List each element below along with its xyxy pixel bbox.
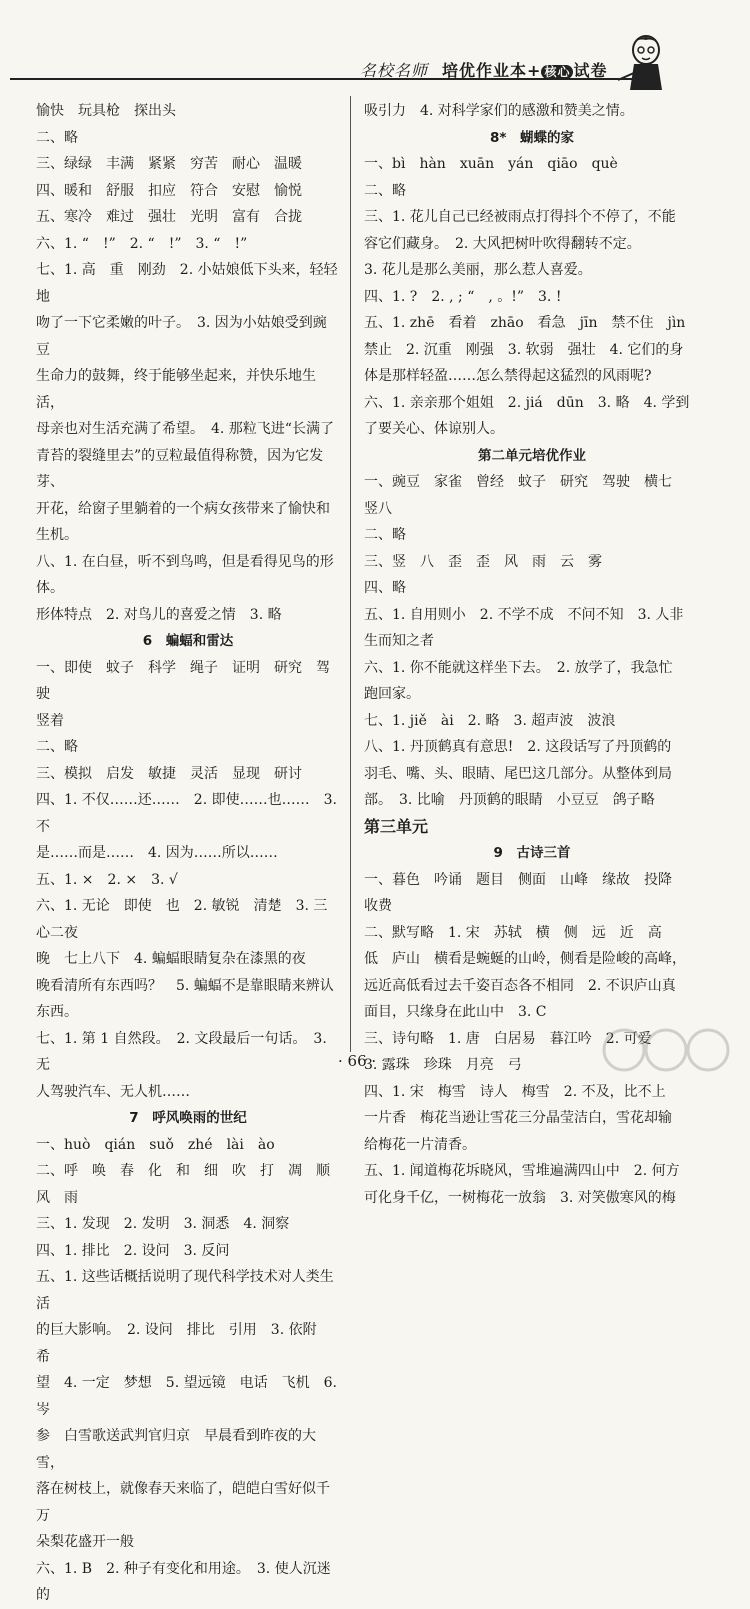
answer-line: 七、1. 高 重 刚劲 2. 小姑娘低下头来，轻轻地	[36, 262, 338, 305]
answer-line: 八、1. 在白昼，听不到鸟鸣，但是看得见鸟的形体。	[36, 553, 334, 596]
answer-line: 五、1. zhē 看着 zhāo 看急 jīn 禁不住 jìn	[364, 315, 686, 331]
answer-line: 四、暖和 舒服 扣应 符合 安慰 愉悦	[36, 182, 302, 199]
answer-line: 三、诗句略 1. 唐 白居易 暮江吟 2. 可爱	[364, 1030, 652, 1047]
answer-line: 吻了一下它柔嫩的叶子。 3. 因为小姑娘受到豌豆	[36, 315, 327, 358]
answer-line: 望 4. 一定 梦想 5. 望远镜 电话 飞机 6. 岑	[36, 1375, 342, 1418]
answer-line: 羽毛、嘴、头、眼睛、尾巴这几部分。从整体到局	[364, 765, 672, 782]
answer-line: 六、1. 无论 即使 也 2. 敏锐 清楚 3. 三心二夜	[36, 898, 328, 941]
answer-line: 形体特点 2. 对鸟儿的喜爱之情 3. 略	[36, 606, 282, 623]
unit-title: 第三单元	[364, 816, 429, 836]
answer-line: 二、呼 唤 春 化 和 细 吹 打 凋 顺	[36, 1163, 330, 1179]
answer-line: 晚看清所有东西吗？ 5. 蝙蝠不是靠眼睛来辨认	[36, 977, 334, 994]
answer-line: 五、1. 这些话概括说明了现代科学技术对人类生活	[36, 1269, 334, 1312]
answer-line: 参 白雪歌送武判官归京 早晨看到昨夜的大雪，	[36, 1428, 316, 1471]
page-header	[0, 0, 750, 100]
answer-line: 了要关心、体谅别人。	[364, 421, 504, 437]
answer-line: 一、即使 蚊子 科学 绳子 证明 研究 驾驶	[36, 659, 330, 702]
lesson-title: 6 蝙蝠和雷达	[142, 633, 234, 649]
answer-line: 人驾驶汽车、无人机……	[36, 1083, 190, 1100]
answer-line: 开花，给窗子里躺着的一个病女孩带来了愉快和	[36, 500, 330, 517]
answer-line: 部。 3. 比喻 丹顶鹤的眼睛 小豆豆 鸽子略	[364, 792, 655, 808]
watermark-logo	[600, 1020, 740, 1082]
answer-line: 愉快 玩具枪 探出头	[36, 103, 176, 119]
answer-line: 一片香 梅花当逊让雪花三分晶莹洁白，雪花却输	[364, 1110, 672, 1126]
header-brand: 名校名师	[360, 61, 429, 80]
answer-line: 风 雨	[36, 1189, 78, 1206]
answer-line: 体是那样轻盈……怎么禁得起这猛烈的风雨呢?	[364, 368, 652, 384]
header-title-main: 培优作业本+	[442, 61, 542, 80]
answer-line: 五、1. × 2. × 3. √	[36, 871, 178, 888]
answer-line: 3. 露珠 珍珠 月亮 弓	[364, 1057, 522, 1073]
header-title-badge: 核心	[541, 65, 573, 79]
answer-line: 二、略	[364, 527, 406, 543]
answer-line: 二、默写略 1. 宋 苏轼 横 侧 远 近 高	[364, 924, 662, 941]
answer-line: 五、寒冷 难过 强壮 光明 富有 合拢	[36, 209, 302, 225]
answer-line: 六、1. 亲亲那个姐姐 2. jiá dūn 3. 略 4. 学到	[364, 394, 690, 411]
page-number: · 66 ·	[338, 1052, 377, 1070]
answer-line: 生命力的鼓舞，终于能够坐起来，并快乐地生活，	[36, 368, 316, 411]
answer-line: 晚 七上八下 4. 蝙蝠眼睛复杂在漆黑的夜	[36, 951, 306, 967]
column-divider	[350, 96, 351, 1052]
answer-line: 东西。	[36, 1004, 78, 1020]
answer-line: 的巨大影响。 2. 设问 排比 引用 3. 依附 希	[36, 1322, 331, 1365]
answer-line: 五、1. 闻道梅花坼晓风，雪堆遍满四山中 2. 何方	[364, 1163, 680, 1179]
answer-line: 跑回家。	[364, 686, 420, 702]
lesson-title: 7 呼风唤雨的世纪	[129, 1110, 247, 1126]
answer-line: 朵梨花盛开一般	[36, 1534, 134, 1550]
answer-line: 二、略	[364, 182, 406, 199]
answer-line: 容它们藏身。 2. 大风把树叶吹得翻转不定。	[364, 235, 641, 252]
answer-line: 一、huò qián suǒ zhé lài ào	[36, 1136, 275, 1153]
answer-line: 竖着	[36, 712, 64, 729]
answer-line: 低 庐山 横看是蜿蜒的山岭，侧看是险峻的高峰，	[364, 951, 686, 967]
answer-line: 三、竖 八 歪 歪 风 雨 云 雾	[364, 553, 602, 570]
answer-line: 一、bì hàn xuān yán qiāo què	[364, 156, 618, 172]
answer-line: 六、1. B 2. 种子有变化和用途。 3. 使人沉迷的	[36, 1560, 331, 1603]
answer-line: 吸引力 4. 对科学家们的感激和赞美之情。	[364, 103, 634, 119]
answer-line: 是……而是…… 4. 因为……所以……	[36, 845, 278, 861]
answer-line: 三、模拟 启发 敏捷 灵活 显现 研讨	[36, 765, 302, 782]
answer-line: 六、1. “ !” 2. “ !” 3. “ !”	[36, 235, 248, 252]
answer-line: 五、1. 自用则小 2. 不学不成 不问不知 3. 人非	[364, 606, 684, 623]
lesson-title: 9 古诗三首	[493, 845, 571, 861]
answer-line: 四、1. ? 2. , ; “ , 。!” 3. !	[364, 288, 562, 305]
answer-line: 一、豌豆 家雀 曾经 蚊子 研究 驾驶 横七	[364, 474, 672, 490]
unit-practice-title: 第二单元培优作业	[478, 447, 586, 464]
answer-line: 七、1. 第 1 自然段。 2. 文段最后一句话。 3. 无	[36, 1030, 332, 1073]
answer-line: 四、1. 不仅……还…… 2. 即使……也…… 3. 不	[36, 792, 342, 835]
header-title-suffix: 试卷	[573, 61, 608, 80]
answer-line: 可化身千亿，一树梅花一放翁 3. 对笑傲寒风的梅	[364, 1189, 676, 1206]
answer-line: 八、1. 丹顶鹤真有意思! 2. 这段话写了丹顶鹤的	[364, 739, 672, 755]
answer-line: 竖八	[364, 500, 392, 517]
answer-line: 四、1. 排比 2. 设问 3. 反问	[36, 1242, 230, 1259]
answer-line: 六、1. 你不能就这样坐下去。 2. 放学了，我急忙	[364, 659, 673, 676]
teacher-icon	[616, 30, 672, 92]
left-column	[36, 98, 340, 1609]
answer-line: 二、略	[36, 739, 78, 755]
answer-line: 给梅花一片清香。	[364, 1136, 476, 1153]
answer-line: 四、略	[364, 580, 406, 596]
answer-line: 七、1. jiě ài 2. 略 3. 超声波 波浪	[364, 712, 616, 729]
header-rule	[10, 78, 638, 80]
answer-line: 四、1. 宋 梅雪 诗人 梅雪 2. 不及，比不上	[364, 1083, 666, 1100]
answer-line: 落在树枝上，就像春天来临了，皑皑白雪好似千万	[36, 1481, 330, 1524]
answer-line: 青苔的裂缝里去”的豆粒最值得称赞，因为它发芽、	[36, 447, 324, 490]
answer-line: 三、绿绿 丰满 紧紧 穷苦 耐心 温暖	[36, 156, 302, 172]
answer-line: 禁止 2. 沉重 刚强 3. 软弱 强壮 4. 它们的身	[364, 341, 684, 358]
answer-line: 三、1. 花儿自己已经被雨点打得抖个不停了，不能	[364, 209, 676, 225]
answer-line: 二、略	[36, 129, 78, 146]
answer-line: 远近高低看过去千姿百态各不相同 2. 不识庐山真	[364, 977, 676, 994]
answer-line: 3. 花儿是那么美丽，那么惹人喜爱。	[364, 262, 592, 278]
answer-line: 收费	[364, 898, 392, 914]
answer-line: 面目，只缘身在此山中 3. C	[364, 1004, 547, 1020]
lesson-title: 8* 蝴蝶的家	[490, 129, 574, 146]
answer-line: 三、1. 发现 2. 发明 3. 洞悉 4. 洞察	[36, 1216, 290, 1232]
answer-line: 一、暮色 吟诵 题目 侧面 山峰 缘故 投降	[364, 871, 672, 888]
answer-line: 生而知之者	[364, 633, 434, 649]
answer-line: 母亲也对生活充满了希望。 4. 那粒飞进“长满了	[36, 421, 334, 437]
answer-line: 生机。	[36, 527, 78, 543]
